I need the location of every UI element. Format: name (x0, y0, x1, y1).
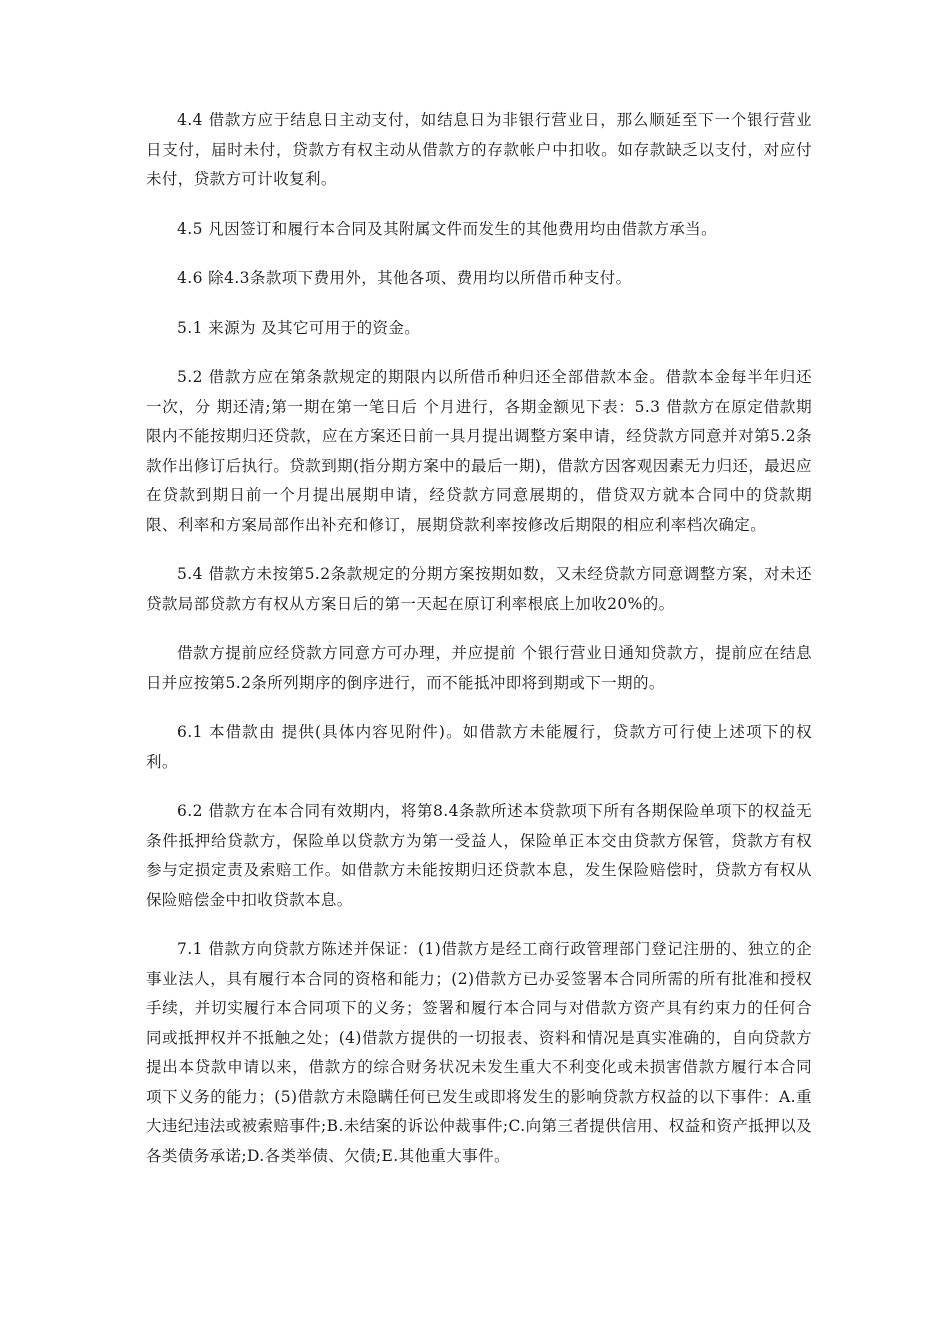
paragraph-4-5: 4.5 凡因签订和履行本合同及其附属文件而发生的其他费用均由借款方承当。 (177, 219, 717, 238)
paragraph-6-2: 6.2 借款方在本合同有效期内，将第8.4条款所述本贷款项下所有各期保险单项下的权益无条件抵押给贷款方，保险单以贷款方为第一受益人，保险单正本交由贷款方保管，贷款方有权参与定损定责及索赔工作。如借款方未能按期归还贷款本息，发生保险赔偿时，贷款方有权从保险赔偿金中扣收贷款本息。 (146, 802, 812, 909)
paragraph-6-1: 6.1 本借款由 提供(具体内容见附件)。如借款方未能履行，贷款方可行使上述项下的权利。 (146, 723, 812, 771)
paragraph-4-6: 4.6 除4.3条款项下费用外，其他各项、费用均以所借币种支付。 (177, 269, 632, 287)
paragraph-5-1: 5.1 来源为 及其它可用于的资金。 (177, 318, 421, 337)
paragraph-5-4: 5.4 借款方未按第5.2条款规定的分期方案按期如数，又未经贷款方同意调整方案，对未还贷款局部贷款方有权从方案日后的第一天起在原订利率根底上加收20%的。 (146, 565, 812, 613)
paragraph-prepayment: 借款方提前应经贷款方同意方可办理，并应提前 个银行营业日通知贷款方，提前应在结息日并应按第5.2条所列期序的倒序进行，而不能抵冲即将到期或下一期的。 (146, 644, 812, 692)
paragraph-7-1: 7.1 借款方向贷款方陈述并保证：(1)借款方是经工商行政管理部门登记注册的、独立的企事业法人，具有履行本合同的资格和能力；(2)借款方已办妥签署本合同所需的所有批准和授权手续，并切实履行本合同项下的义务；签署和履行本合同与对借款方资产具有约束力的任何合同或抵押权并不抵触之处；(4)借款方提供的一切报表、资料和情况是真实准确的，自向贷款方提出本贷款申请以来，借款方的综合财务状况未发生重大不利变化或未损害借款方履行本合同项下义务的能力；(5)借款方未隐瞒任何已发生或即将发生的影响贷款方权益的以下事件：A.重大违纪违法或被索赔事件;B.未结案的诉讼仲裁事件;C.向第三者提供信用、权益和资产抵押以及各类债务承诺;D.各类举债、欠债;E.其他重大事件。 (146, 940, 812, 1165)
document-body (146, 106, 812, 1171)
paragraph-4-4: 4.4 借款方应于结息日主动支付，如结息日为非银行营业日，那么顺延至下一个银行营业日支付，届时未付，贷款方有权主动从借款方的存款帐户中扣收。如存款缺乏以支付，对应付未付，贷款方可计收复利。 (146, 111, 812, 188)
paragraph-5-2: 5.2 借款方应在第条款规定的期限内以所借币种归还全部借款本金。借款本金每半年归还一次，分 期还清;第一期在第一笔日后 个月进行，各期金额见下表：5.3 借款方在原定借款期限内不能按期归还贷款，应在方案还日前一具月提出调整方案申请，经贷款方同意并对第5.2条款作出修订后执行。贷款到期(指分期方案中的最后一期)，借款方因客观因素无力归还，最迟应在贷款到期日前一个月提出展期申请，经贷款方同意展期的，借贷双方就本合同中的贷款期限、利率和方案局部作出补充和修订，展期贷款利率按修改后期限的相应利率档次确定。 (146, 368, 812, 534)
